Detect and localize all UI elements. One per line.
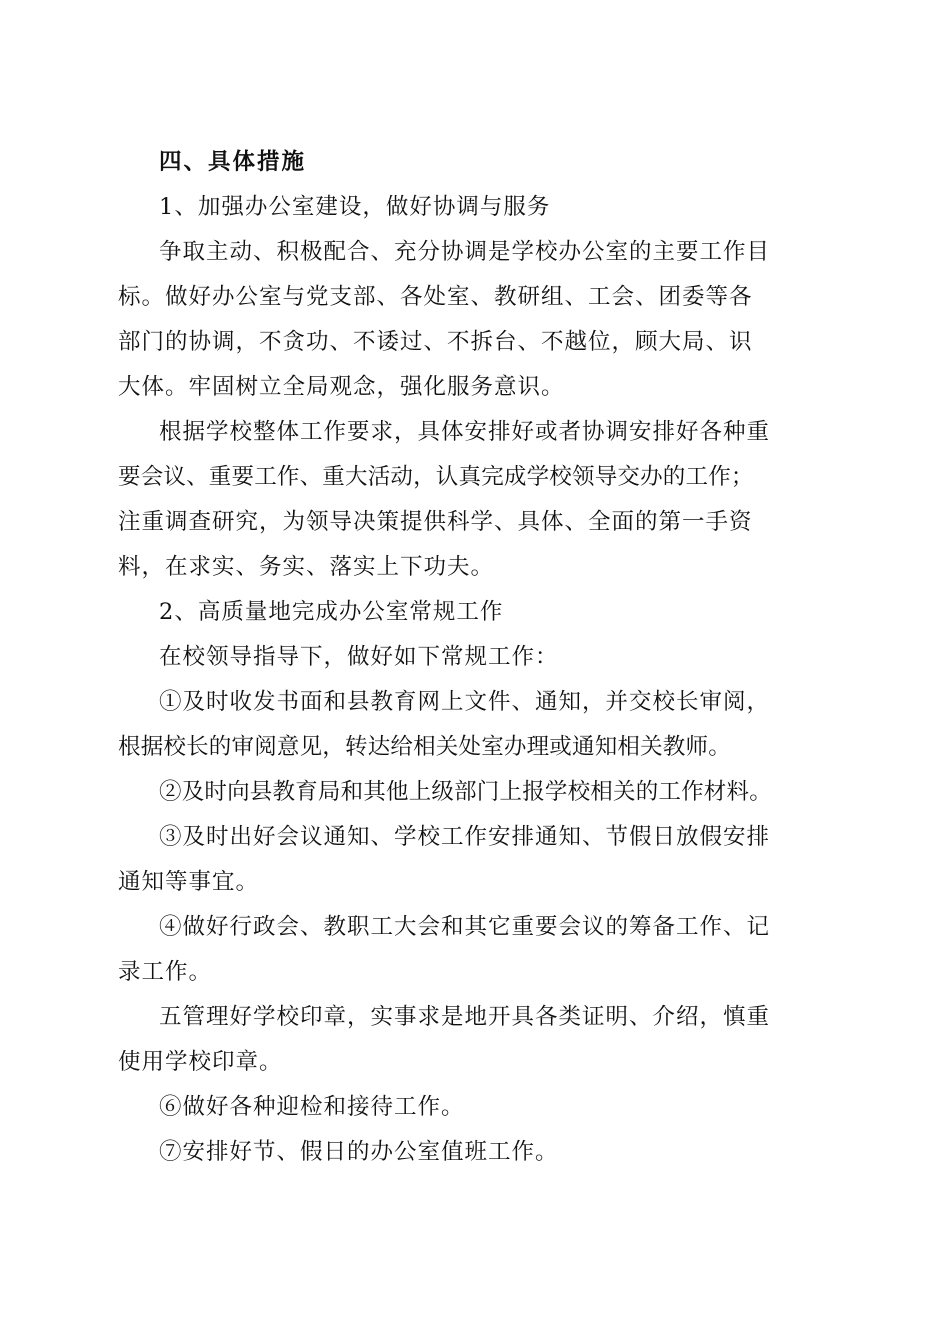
- list-item-4: [118, 905, 830, 995]
- list-item-2: [118, 770, 830, 815]
- list-item-line: ⑦安排好节、假日的办公室值班工作。: [159, 1139, 559, 1165]
- list-item-7: [118, 1130, 830, 1175]
- list-item-line: 根据校长的审阅意见，转达给相关处室办理或通知相关教师。: [118, 734, 731, 760]
- paragraph-line: 部门的协调，不贪功、不诿过、不拆台、不越位，顾大局、识: [118, 329, 753, 355]
- list-item-line: ①及时收发书面和县教育网上文件、通知，并交校长审阅，: [159, 689, 771, 715]
- list-item-line: ⑥做好各种迎检和接待工作。: [159, 1094, 465, 1120]
- list-item-line: 通知等事宜。: [118, 869, 260, 895]
- paragraph-line: 料，在求实、务实、落实上下功夫。: [118, 554, 495, 580]
- document-body: [118, 140, 830, 1175]
- subsection-title-2: 2、高质量地完成办公室常规工作: [159, 599, 504, 625]
- list-item-1: [118, 680, 830, 770]
- list-item-3: [118, 815, 830, 905]
- paragraph-1: [118, 230, 830, 410]
- paragraph-2: [118, 410, 830, 590]
- paragraph-line: 要会议、重要工作、重大活动，认真完成学校领导交办的工作；: [118, 464, 754, 490]
- list-item-line: ②及时向县教育局和其他上级部门上报学校相关的工作材料。: [159, 779, 772, 805]
- list-intro: 在校领导指导下，做好如下常规工作：: [159, 644, 559, 670]
- paragraph-line: 争取主动、积极配合、充分协调是学校办公室的主要工作目: [159, 239, 771, 265]
- list-item-5: [118, 995, 830, 1085]
- paragraph-line: 大体。牢固树立全局观念，强化服务意识。: [118, 374, 565, 400]
- list-item-line: ④做好行政会、教职工大会和其它重要会议的筹备工作、记: [159, 914, 771, 940]
- list-item-line: ③及时出好会议通知、学校工作安排通知、节假日放假安排: [159, 824, 771, 850]
- paragraph-line: 标。做好办公室与党支部、各处室、教研组、工会、团委等各: [118, 284, 753, 310]
- list-item-line: 录工作。: [118, 959, 213, 985]
- list-item-line: 使用学校印章。: [118, 1049, 283, 1075]
- paragraph-line: 注重调查研究，为领导决策提供科学、具体、全面的第一手资: [118, 509, 753, 535]
- paragraph-line: 根据学校整体工作要求，具体安排好或者协调安排好各种重: [159, 419, 771, 445]
- list-item-line: 五管理好学校印章，实事求是地开具各类证明、介绍，慎重: [159, 1004, 771, 1030]
- list-item-6: [118, 1085, 830, 1130]
- section-heading: 四、具体措施: [159, 149, 307, 175]
- subsection-title-1: 1、加强办公室建设，做好协调与服务: [159, 194, 551, 220]
